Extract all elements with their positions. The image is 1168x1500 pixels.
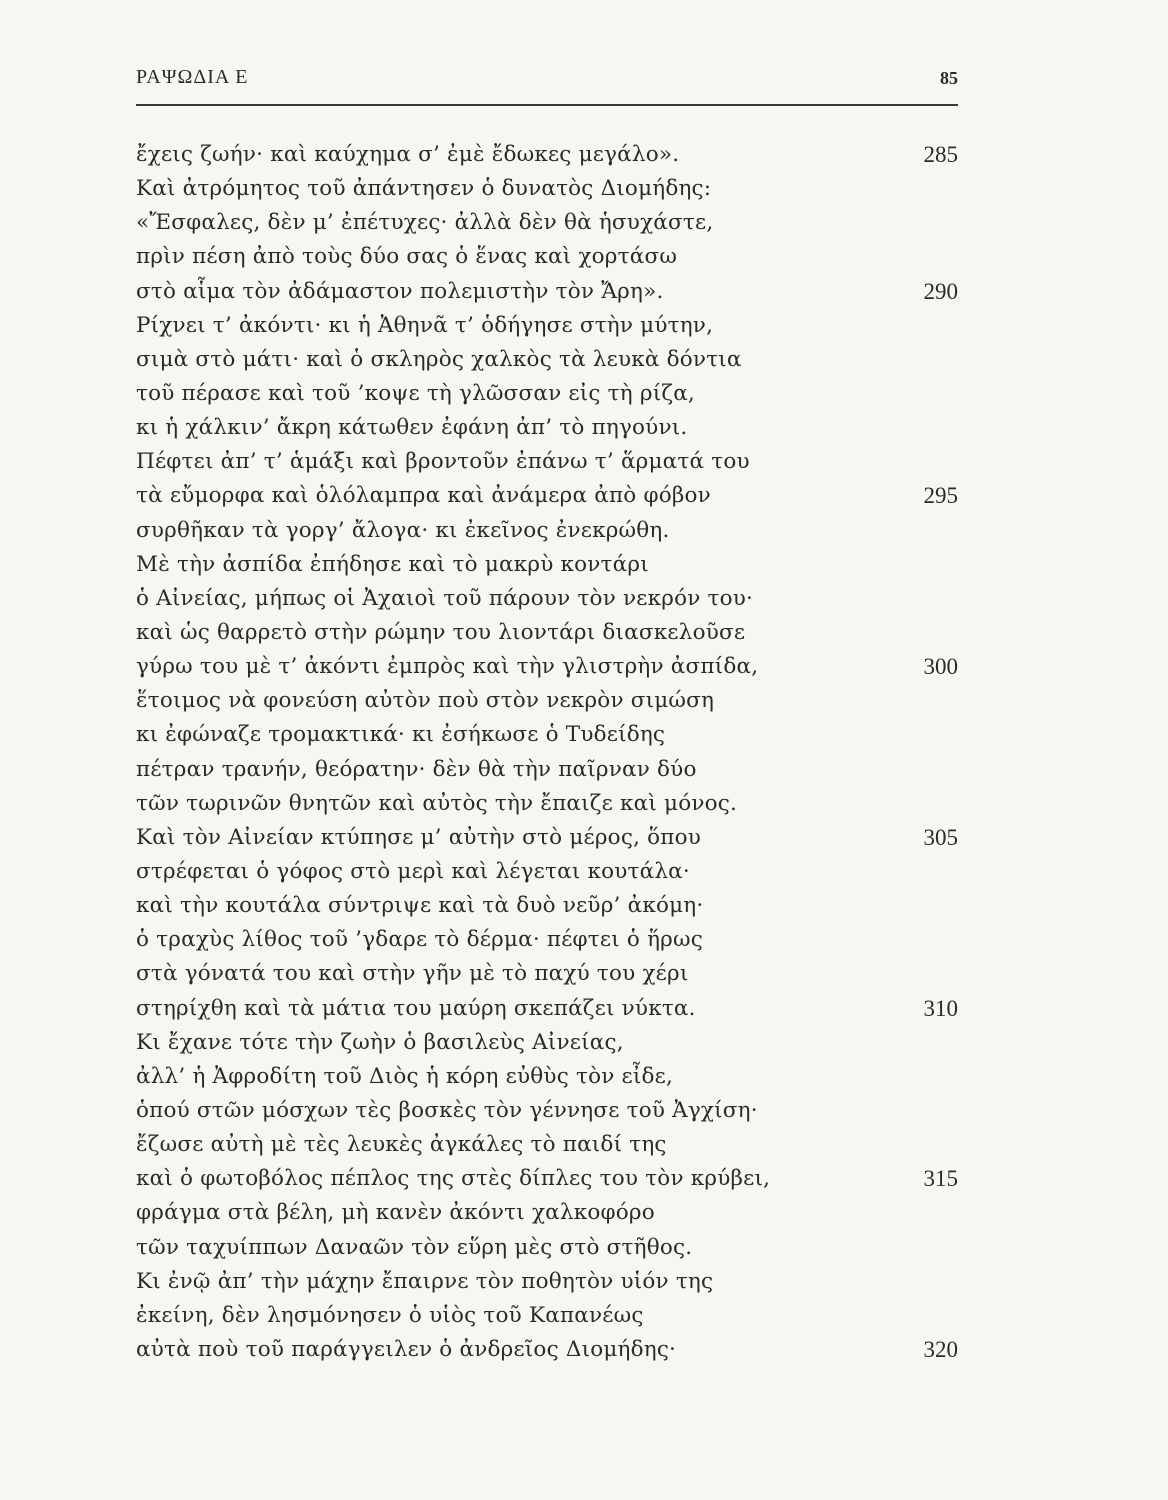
verse-line — [136, 240, 966, 274]
verse-line — [136, 855, 966, 889]
verse-text: καὶ ὡς θαρρετὸ στὴν ρώμην του λιοντάρι διασκελοῦσε — [136, 619, 746, 645]
verse-line — [136, 1299, 966, 1333]
verse-line — [136, 957, 966, 991]
verse-text: ἐκείνη, δὲν λησμόνησεν ὁ υἱὸς τοῦ Καπανέως — [136, 1302, 644, 1328]
running-title: ΡΑΨΩΔΙΑ Ε — [136, 66, 249, 88]
verse-line — [136, 923, 966, 957]
verse-line — [136, 718, 966, 752]
verse-text: φράγμα στὰ βέλη, μὴ κανὲν ἀκόντι χαλκοφόρο — [136, 1200, 655, 1226]
verse-text: γύρω του μὲ τ’ ἀκόντι ἐμπρὸς καὶ τὴν γλιστρὴν ἀσπίδα, — [136, 654, 759, 680]
verse-text: καὶ ὁ φωτοβόλος πέπλος της στὲς δίπλες του τὸν κρύβει, — [136, 1166, 771, 1192]
verse-line — [136, 821, 966, 855]
verse-text: Καὶ ἀτρόμητος τοῦ ἀπάντησεν ὁ δυνατὸς Διομήδης: — [136, 176, 712, 202]
verse-line — [136, 479, 966, 513]
verse-text: ὁ τραχὺς λίθος τοῦ ’γδαρε τὸ δέρμα· πέφτει ὁ ἥρως — [136, 927, 703, 953]
verse-text: ὁ Αἰνείας, μήπως οἱ Ἀχαιοὶ τοῦ πάρουν τὸν νεκρόν του· — [136, 585, 754, 611]
verse-text: Κι ἔχανε τότε τὴν ζωὴν ὁ βασιλεὺς Αἰνείας, — [136, 1029, 624, 1055]
verse-line — [136, 889, 966, 923]
verse-line — [136, 309, 966, 343]
verse-text: τῶν τωρινῶν θνητῶν καὶ αὐτὸς τὴν ἔπαιζε καὶ μόνος. — [136, 790, 738, 816]
verse-text: Πέφτει ἀπ’ τ’ ἁμάξι καὶ βροντοῦν ἐπάνω τ’ ἅρματά του — [136, 449, 750, 475]
verse-text: ἀλλ’ ἡ Ἀφροδίτη τοῦ Διὸς ἡ κόρη εὐθὺς τὸν εἶδε, — [136, 1063, 674, 1089]
verse-text: τὰ εὔμορφα καὶ ὁλόλαμπρα καὶ ἀνάμερα ἀπὸ φόβον — [136, 483, 711, 509]
verse-text: Ρίχνει τ’ ἀκόντι· κι ἡ Ἀθηνᾶ τ’ ὁδήγησε στὴν μύτην, — [136, 312, 714, 338]
line-number: 305 — [923, 824, 958, 850]
line-number: 290 — [923, 278, 958, 304]
verse-text: ἔχεις ζωήν· καὶ καύχημα σ’ ἐμὲ ἔδωκες μεγάλο». — [136, 142, 680, 167]
verse-line — [136, 172, 966, 206]
page-number: 85 — [940, 68, 958, 88]
verse-text: Καὶ τὸν Αἰνείαν κτύπησε μ’ αὐτὴν στὸ μέρος, ὅπου — [136, 824, 702, 850]
line-number: 295 — [923, 483, 958, 509]
verse-line — [136, 445, 966, 479]
line-number: 285 — [923, 142, 958, 167]
verse-text: «Ἔσφαλες, δὲν μ’ ἐπέτυχες· ἀλλὰ δὲν θὰ ἡσυχάστε, — [136, 210, 714, 236]
verse-line — [136, 1162, 966, 1196]
verse-line — [136, 787, 966, 821]
line-number: 315 — [923, 1166, 958, 1192]
verse-line — [136, 1060, 966, 1094]
verse-text: κι ἐφώναζε τρομακτικά· κι ἐσήκωσε ὁ Τυδείδης — [136, 722, 666, 748]
verse-line — [136, 582, 966, 616]
verse-text: κι ἡ χάλκιν’ ἄκρη κάτωθεν ἐφάνη ἀπ’ τὸ πηγούνι. — [136, 415, 688, 441]
verse-text: στηρίχθη καὶ τὰ μάτια του μαύρη σκεπάζει νύκτα. — [136, 995, 696, 1021]
verse-text: αὐτὰ ποὺ τοῦ παράγγειλεν ὁ ἀνδρεῖος Διομήδης· — [136, 1336, 677, 1362]
verse-text: στὰ γόνατά του καὶ στὴν γῆν μὲ τὸ παχύ του χέρι — [136, 961, 689, 987]
verse-line — [136, 1196, 966, 1230]
verse-text: πέτραν τρανήν, θεόρατην· δὲν θὰ τὴν παῖρναν δύο — [136, 756, 697, 782]
verse-text: ὁπού στῶν μόσχων τὲς βοσκὲς τὸν γέννησε τοῦ Ἀγχίση· — [136, 1097, 758, 1123]
verse-text: πρὶν πέση ἀπὸ τοὺς δύο σας ὁ ἕνας καὶ χορτάσω — [136, 244, 678, 270]
verse-text: τῶν ταχυίππων Δαναῶν τὸν εὕρη μὲς στὸ στῆθος. — [136, 1234, 693, 1260]
verse-line — [136, 684, 966, 718]
verse-line — [136, 1231, 966, 1265]
verse-line — [136, 206, 966, 240]
verse-line — [136, 343, 966, 377]
verse-line — [136, 411, 966, 445]
verse-line — [136, 1333, 966, 1367]
verse-line — [136, 1094, 966, 1128]
verse-text: ἔζωσε αὐτὴ μὲ τὲς λευκὲς ἀγκάλες τὸ παιδί της — [136, 1132, 667, 1158]
verse-line — [136, 377, 966, 411]
line-number: 310 — [923, 995, 958, 1021]
header-rule — [136, 104, 958, 106]
verse-text: καὶ τὴν κουτάλα σύντριψε καὶ τὰ δυὸ νεῦρ’ ἀκόμη· — [136, 893, 704, 919]
verse-line — [136, 753, 966, 787]
verse-line — [136, 650, 966, 684]
verse-line — [136, 138, 966, 172]
verse-text: Κι ἐνῷ ἀπ’ τὴν μάχην ἔπαιρνε τὸν ποθητὸν υἱόν της — [136, 1268, 714, 1294]
verse-text: στρέφεται ὁ γόφος στὸ μερὶ καὶ λέγεται κουτάλα· — [136, 858, 690, 884]
verse-line — [136, 1128, 966, 1162]
verse-text: σιμὰ στὸ μάτι· καὶ ὁ σκληρὸς χαλκὸς τὰ λευκὰ δόντια — [136, 346, 742, 372]
verse-line — [136, 275, 966, 309]
verse-line — [136, 992, 966, 1026]
verse-text: συρθῆκαν τὰ γοργ’ ἄλογα· κι ἐκεῖνος ἐνεκρώθη. — [136, 517, 670, 543]
verse-text: Μὲ τὴν ἀσπίδα ἐπήδησε καὶ τὸ μακρὺ κοντάρι — [136, 551, 649, 577]
verse-line — [136, 616, 966, 650]
verse-line — [136, 1026, 966, 1060]
verse-line — [136, 514, 966, 548]
verse-line — [136, 548, 966, 582]
verse-text: στὸ αἷμα τὸν ἀδάμαστον πολεμιστὴν τὸν Ἄρη». — [136, 278, 664, 304]
verse-block — [136, 138, 966, 1367]
verse-text: τοῦ πέρασε καὶ τοῦ ’κοψε τὴ γλῶσσαν εἰς τὴ ρίζα, — [136, 380, 695, 406]
line-number: 320 — [923, 1336, 958, 1362]
line-number: 300 — [923, 654, 958, 680]
verse-line — [136, 1265, 966, 1299]
verse-text: ἕτοιμος νὰ φονεύση αὐτὸν ποὺ στὸν νεκρὸν σιμώση — [136, 688, 715, 714]
